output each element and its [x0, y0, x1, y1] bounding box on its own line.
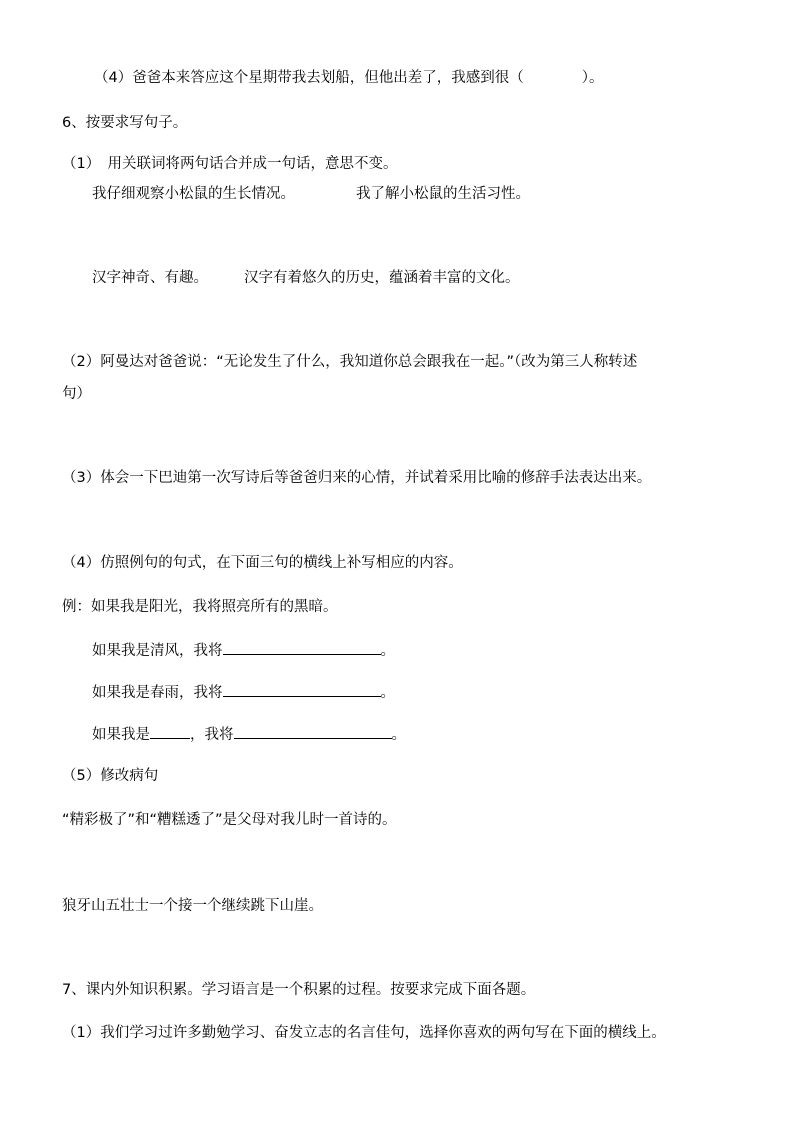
q6-sub4-item3: [92, 724, 406, 745]
item1-suffix: 。: [380, 643, 395, 659]
q6-sub4-item2: [92, 682, 395, 703]
q6-sub1-pair2-a: 汉字神奇、有趣。: [92, 270, 208, 286]
item3-blank-short[interactable]: [150, 724, 190, 739]
q6-sub2-line1: （2）阿曼达对爸爸说：“无论发生了什么，我知道你总会跟我在一起。”（改为第三人称转述: [62, 354, 638, 370]
q5-item4: （4）爸爸本来答应这个星期带我去划船，但他出差了，我感到很（ ）。: [94, 70, 604, 86]
item3-middle: ，我将: [190, 727, 234, 743]
q6-sub1-instruction: （1） 用关联词将两句话合并成一句话，意思不变。: [62, 156, 398, 172]
item2-suffix: 。: [380, 685, 395, 701]
item1-blank[interactable]: [223, 640, 381, 655]
item3-prefix: 如果我是: [92, 727, 150, 743]
q7-title: 7、课内外知识积累。学习语言是一个积累的过程。按要求完成下面各题。: [62, 982, 536, 998]
q6-sub5-title: （5）修改病句: [62, 768, 159, 784]
q7-sub1: （1）我们学习过许多勤勉学习、奋发立志的名言佳句，选择你喜欢的两句写在下面的横线上。: [62, 1025, 666, 1041]
q6-sub4-item1: [92, 640, 395, 661]
q6-sub4-example: 例：如果我是阳光，我将照亮所有的黑暗。: [62, 599, 338, 615]
q6-sub3: （3）体会一下巴迪第一次写诗后等爸爸归来的心情，并试着采用比喻的修辞手法表达出来。: [62, 470, 652, 486]
item2-blank[interactable]: [223, 682, 381, 697]
q6-sub5-sentence1: “精彩极了”和“糟糕透了”是父母对我儿时一首诗的。: [62, 812, 397, 828]
q6-sub1-pair1-a: 我仔细观察小松鼠的生长情况。: [92, 186, 295, 202]
q6-sub4-instruction: （4）仿照例句的句式，在下面三句的横线上补写相应的内容。: [62, 555, 463, 571]
q6-sub5-sentence2: 狼牙山五壮士一个接一个继续跳下山崖。: [62, 898, 323, 914]
q6-title: 6、按要求写句子。: [62, 115, 188, 131]
q6-sub2-line2: 句）: [62, 386, 91, 402]
item2-prefix: 如果我是春雨，我将: [92, 685, 223, 701]
q6-sub1-pair1-b: 我了解小松鼠的生活习性。: [356, 186, 530, 202]
item3-blank-long[interactable]: [234, 724, 392, 739]
item1-prefix: 如果我是清风，我将: [92, 643, 223, 659]
item3-suffix: 。: [391, 727, 406, 743]
q6-sub1-pair2-b: 汉字有着悠久的历史，蕴涵着丰富的文化。: [244, 270, 520, 286]
